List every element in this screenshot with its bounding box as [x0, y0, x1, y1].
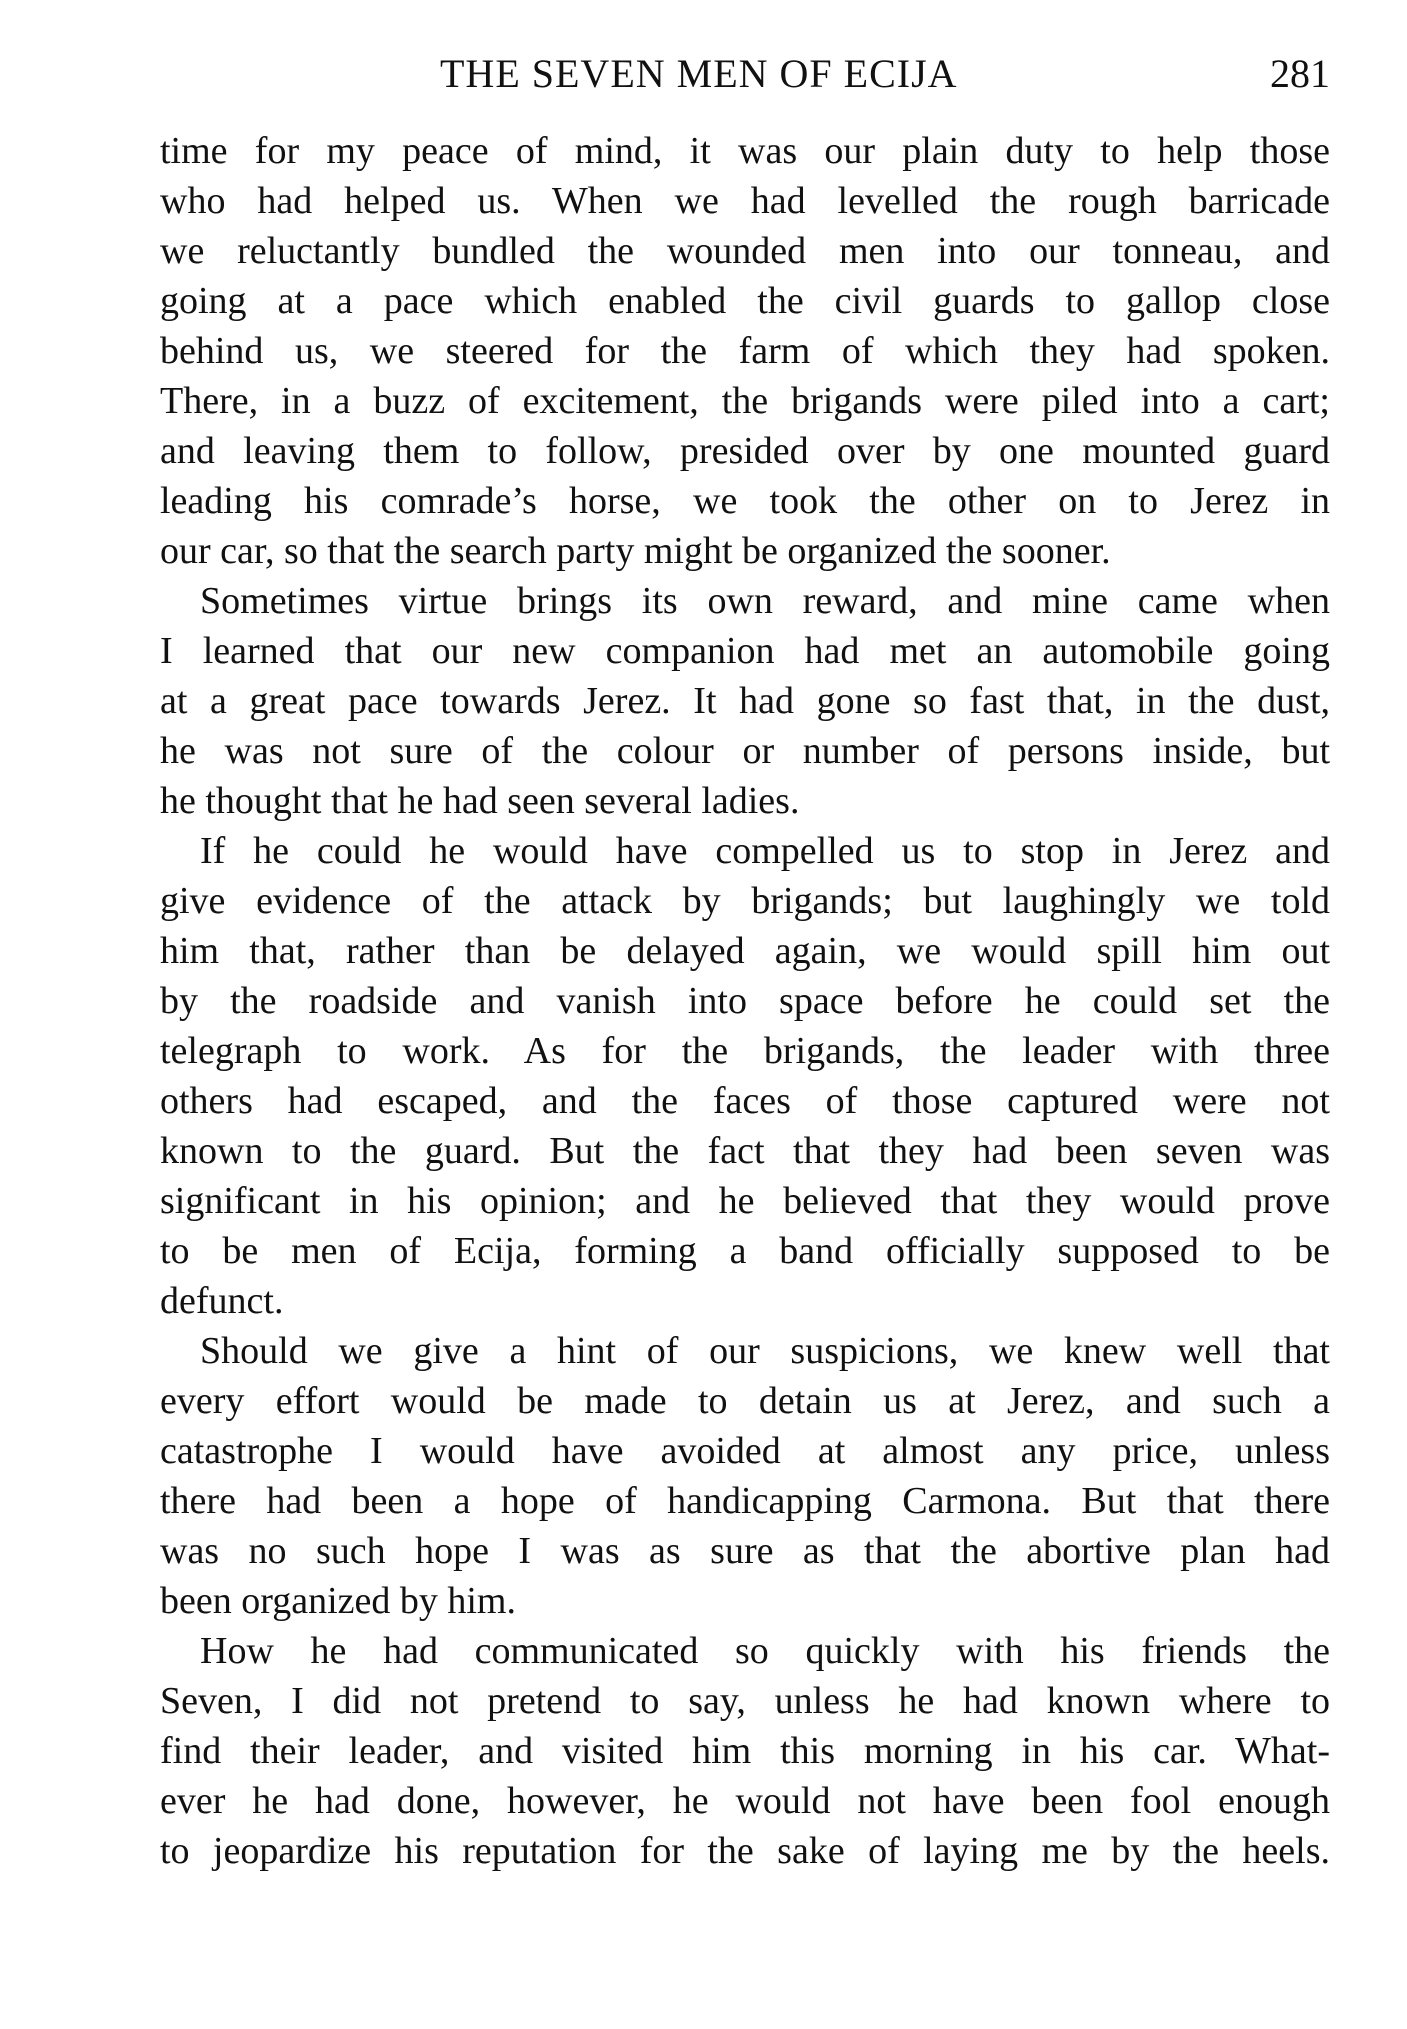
text-line: at a great pace towards Jerez. It had gone so fast that, in the dust, [160, 680, 1330, 722]
text-line: he was not sure of the colour or number of persons inside, but [160, 730, 1330, 772]
text-line: significant in his opinion; and he believed that they would prove [160, 1180, 1330, 1222]
text-line: defunct. [160, 1280, 284, 1322]
text-line: he thought that he had seen several ladies. [160, 780, 800, 822]
text-line: going at a pace which enabled the civil guards to gallop close [160, 280, 1330, 322]
text-line: there had been a hope of handicapping Carmona. But that there [160, 1480, 1330, 1522]
text-line: behind us, we steered for the farm of which they had spoken. [160, 330, 1330, 372]
text-line: How he had communicated so quickly with his friends the [200, 1630, 1330, 1672]
running-title: THE SEVEN MEN OF ECIJA [440, 51, 958, 96]
text-line: leading his comrade’s horse, we took the other on to Jerez in [160, 480, 1330, 522]
text-line: catastrophe I would have avoided at almost any price, unless [160, 1430, 1330, 1472]
text-line: time for my peace of mind, it was our plain duty to help those [160, 130, 1330, 172]
text-line: we reluctantly bundled the wounded men into our tonneau, and [160, 230, 1330, 272]
text-line: known to the guard. But the fact that they had been seven was [160, 1130, 1330, 1172]
text-line: I learned that our new companion had met an automobile going [160, 630, 1330, 672]
text-line: If he could he would have compelled us to stop in Jerez and [200, 830, 1330, 872]
text-line: who had helped us. When we had levelled the rough barricade [160, 180, 1330, 222]
text-line: Should we give a hint of our suspicions, we knew well that [200, 1330, 1330, 1372]
page-number: 281 [1270, 51, 1330, 96]
text-line: him that, rather than be delayed again, we would spill him out [160, 930, 1330, 972]
text-line: others had escaped, and the faces of those captured were not [160, 1080, 1330, 1122]
text-line: ever he had done, however, he would not have been fool enough [160, 1780, 1330, 1822]
text-line: our car, so that the search party might be organized the sooner. [160, 530, 1111, 572]
text-line: Seven, I did not pretend to say, unless he had known where to [160, 1680, 1330, 1722]
text-line: There, in a buzz of excitement, the brigands were piled into a cart; [160, 380, 1330, 422]
text-line: was no such hope I was as sure as that the abortive plan had [160, 1530, 1330, 1572]
text-line: been organized by him. [160, 1580, 516, 1622]
text-line: every effort would be made to detain us at Jerez, and such a [160, 1380, 1330, 1422]
text-line: find their leader, and visited him this morning in his car. What- [160, 1730, 1330, 1772]
text-line: and leaving them to follow, presided over by one mounted guard [160, 430, 1330, 472]
text-line: by the roadside and vanish into space before he could set the [160, 980, 1330, 1022]
text-line: telegraph to work. As for the brigands, the leader with three [160, 1030, 1330, 1072]
text-line: give evidence of the attack by brigands; but laughingly we told [160, 880, 1330, 922]
text-line: Sometimes virtue brings its own reward, and mine came when [200, 580, 1330, 622]
text-line: to jeopardize his reputation for the sake of laying me by the heels. [160, 1830, 1330, 1872]
text-line: to be men of Ecija, forming a band officially supposed to be [160, 1230, 1330, 1272]
running-head [160, 50, 1330, 110]
body-text [160, 126, 1330, 1876]
